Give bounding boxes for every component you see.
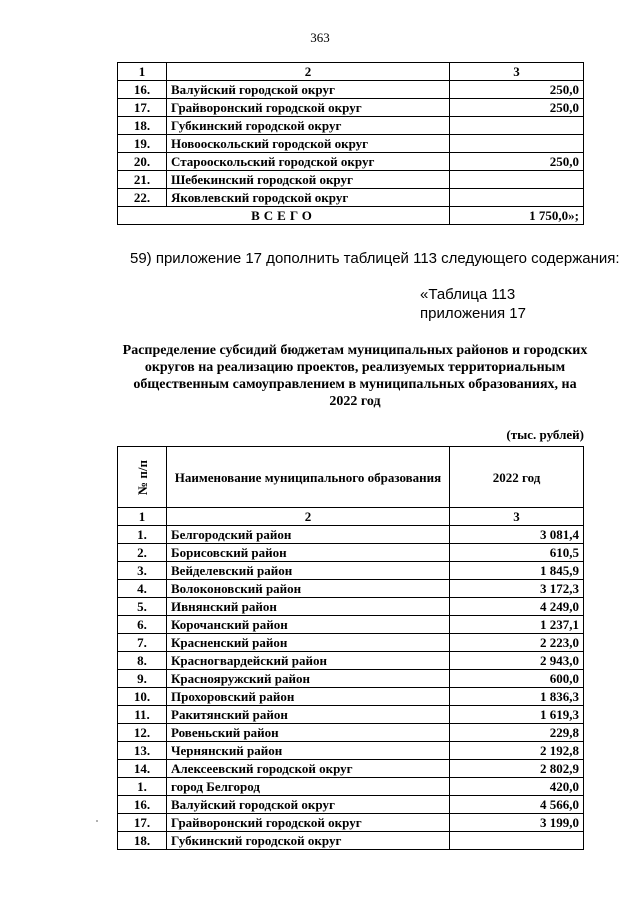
col-index-1: 1: [118, 508, 167, 526]
row-name: Борисовский район: [167, 544, 450, 562]
row-number: 1.: [118, 526, 167, 544]
row-value: [450, 189, 584, 207]
table-row: [118, 760, 584, 778]
row-value: [450, 135, 584, 153]
col-index-2: 2: [167, 508, 450, 526]
row-number: 6.: [118, 616, 167, 634]
total-row: [118, 207, 584, 225]
row-number: 7.: [118, 634, 167, 652]
row-value: 4 566,0: [450, 796, 584, 814]
row-number: 2.: [118, 544, 167, 562]
col-header-year: 2022 год: [450, 447, 584, 508]
table-row: [118, 526, 584, 544]
col-index-1: 1: [118, 63, 167, 81]
col-header-name: Наименование муниципального образования: [167, 447, 450, 508]
table-row: [118, 814, 584, 832]
caption-line-2: приложения 17: [420, 305, 526, 322]
units-label: (тыс. рублей): [506, 427, 584, 442]
table-row: [118, 189, 584, 207]
table-row: [118, 117, 584, 135]
row-number: 19.: [118, 135, 167, 153]
row-number: 13.: [118, 742, 167, 760]
row-number: 10.: [118, 688, 167, 706]
row-value: 3 081,4: [450, 526, 584, 544]
row-value: 1 845,9: [450, 562, 584, 580]
row-name: Корочанский район: [167, 616, 450, 634]
row-value: 4 249,0: [450, 598, 584, 616]
row-name: Грайворонский городской округ: [167, 814, 450, 832]
table-title: Распределение субсидий бюджетам муниципальных районов и городских округов на реализацию проектов, реализуемых территориальным общественным самоуправлением в муниципальных образованиях, на 2022 год: [122, 343, 588, 409]
total-value: 1 750,0»;: [450, 207, 584, 225]
row-value: [450, 832, 584, 850]
row-value: 1 619,3: [450, 706, 584, 724]
row-number: 4.: [118, 580, 167, 598]
table-index-row: [118, 508, 584, 526]
row-name: Яковлевский городской округ: [167, 189, 450, 207]
row-number: 3.: [118, 562, 167, 580]
row-number: 5.: [118, 598, 167, 616]
table-index-row: [118, 63, 584, 81]
row-name: Ровеньский район: [167, 724, 450, 742]
row-name: Красненский район: [167, 634, 450, 652]
table-row: [118, 616, 584, 634]
row-number: 11.: [118, 706, 167, 724]
table-row: [118, 796, 584, 814]
table-row: [118, 778, 584, 796]
row-name: Губкинский городской округ: [167, 832, 450, 850]
col-index-3: 3: [450, 508, 584, 526]
row-value: [450, 171, 584, 189]
table-row: [118, 171, 584, 189]
row-number: 16.: [118, 81, 167, 99]
row-name: Прохоровский район: [167, 688, 450, 706]
row-value: 600,0: [450, 670, 584, 688]
row-value: 229,8: [450, 724, 584, 742]
row-number: 12.: [118, 724, 167, 742]
row-name: Ивнянский район: [167, 598, 450, 616]
row-value: 2 802,9: [450, 760, 584, 778]
row-number: 22.: [118, 189, 167, 207]
row-value: 420,0: [450, 778, 584, 796]
row-name: Валуйский городской округ: [167, 796, 450, 814]
row-number: 21.: [118, 171, 167, 189]
table-row: [118, 562, 584, 580]
row-name: Чернянский район: [167, 742, 450, 760]
row-number: 1.: [118, 778, 167, 796]
table-row: [118, 634, 584, 652]
row-name: Шебекинский городской округ: [167, 171, 450, 189]
row-name: Красногвардейский район: [167, 652, 450, 670]
row-name: Новооскольский городской округ: [167, 135, 450, 153]
amendment-paragraph: 59) приложение 17 дополнить таблицей 113 следующего содержания:: [130, 250, 620, 267]
table-row: [118, 688, 584, 706]
row-value: 610,5: [450, 544, 584, 562]
row-value: 3 199,0: [450, 814, 584, 832]
table-row: [118, 99, 584, 117]
row-number: 17.: [118, 814, 167, 832]
table-row: [118, 153, 584, 171]
total-label: ВСЕГО: [118, 207, 450, 225]
page-number: 363: [310, 30, 330, 45]
row-number: 9.: [118, 670, 167, 688]
col-header-num: № п/п: [118, 447, 167, 508]
row-name: Вейделевский район: [167, 562, 450, 580]
row-name: Грайворонский городской округ: [167, 99, 450, 117]
table-caption: [420, 285, 526, 323]
row-value: 2 192,8: [450, 742, 584, 760]
row-name: Алексеевский городской округ: [167, 760, 450, 778]
table-row: [118, 706, 584, 724]
row-number: 20.: [118, 153, 167, 171]
table-row: [118, 81, 584, 99]
row-value: 250,0: [450, 153, 584, 171]
row-value: 2 223,0: [450, 634, 584, 652]
col-index-2: 2: [167, 63, 450, 81]
table-row: [118, 135, 584, 153]
subsidy-table-continued: [117, 62, 584, 225]
row-name: Губкинский городской округ: [167, 117, 450, 135]
row-name: Ракитянский район: [167, 706, 450, 724]
table-row: [118, 544, 584, 562]
row-value: 2 943,0: [450, 652, 584, 670]
row-number: 16.: [118, 796, 167, 814]
row-value: 250,0: [450, 81, 584, 99]
row-name: Волоконовский район: [167, 580, 450, 598]
table-row: [118, 598, 584, 616]
subsidy-distribution-table: [117, 446, 584, 850]
table-header-row: [118, 447, 584, 508]
row-number: 18.: [118, 832, 167, 850]
caption-line-1: «Таблица 113: [420, 286, 516, 303]
row-name: Краснояружский район: [167, 670, 450, 688]
col-index-3: 3: [450, 63, 584, 81]
row-number: 14.: [118, 760, 167, 778]
row-name: Старооскольский городской округ: [167, 153, 450, 171]
row-name: Белгородский район: [167, 526, 450, 544]
table-row: [118, 580, 584, 598]
row-name: город Белгород: [167, 778, 450, 796]
row-value: 3 172,3: [450, 580, 584, 598]
row-number: 8.: [118, 652, 167, 670]
row-value: 250,0: [450, 99, 584, 117]
row-name: Валуйский городской округ: [167, 81, 450, 99]
row-value: [450, 117, 584, 135]
scan-speck: [96, 820, 98, 822]
row-value: 1 836,3: [450, 688, 584, 706]
row-number: 17.: [118, 99, 167, 117]
row-number: 18.: [118, 117, 167, 135]
table-row: [118, 652, 584, 670]
row-value: 1 237,1: [450, 616, 584, 634]
table-row: [118, 724, 584, 742]
table-row: [118, 670, 584, 688]
table-row: [118, 742, 584, 760]
table-row: [118, 832, 584, 850]
